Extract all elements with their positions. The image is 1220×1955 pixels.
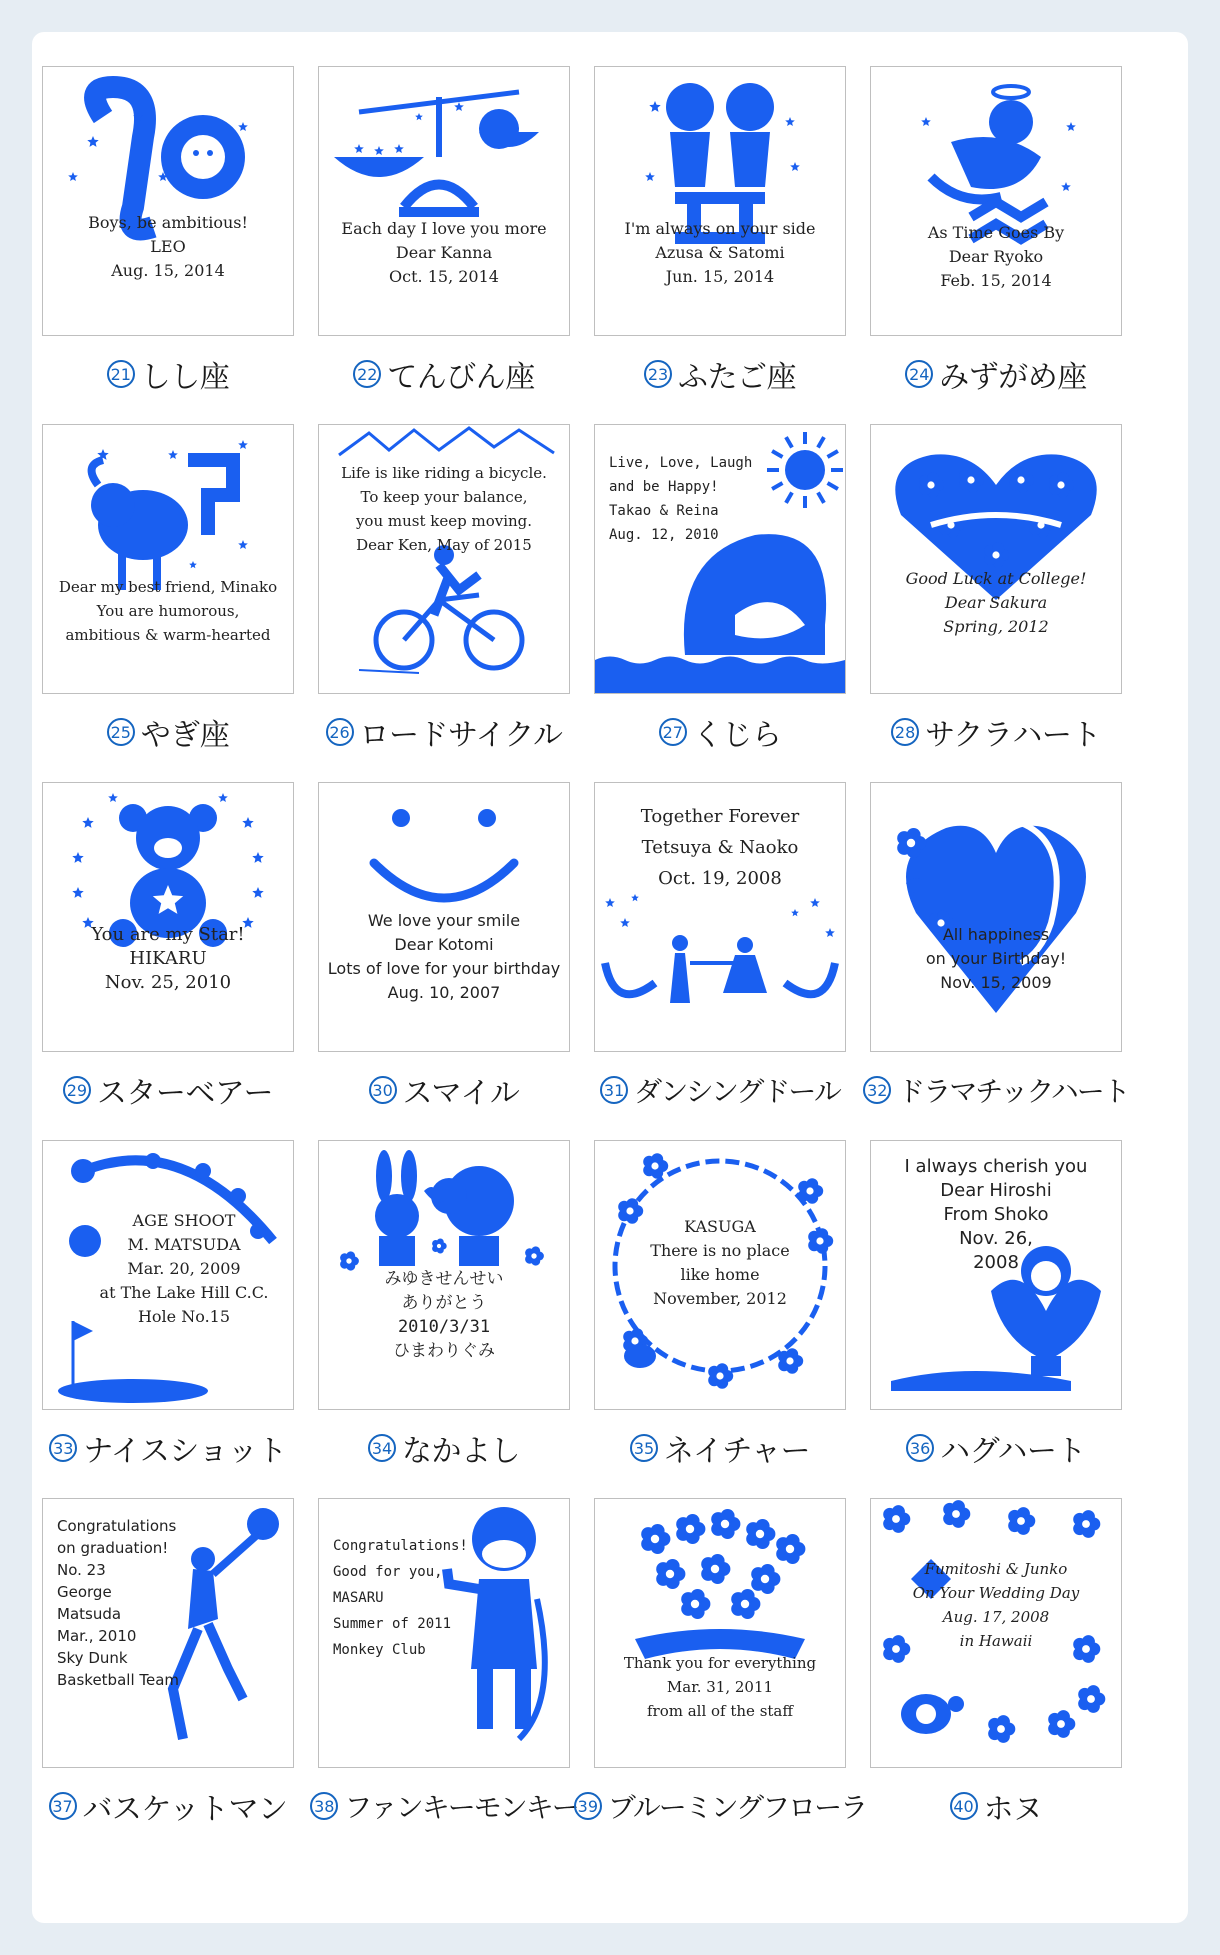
- design-item-30[interactable]: [314, 782, 566, 1140]
- message-line: Jun. 15, 2014: [665, 267, 775, 286]
- item-number-badge: 23: [644, 360, 672, 388]
- engraving-message: [323, 461, 565, 557]
- design-caption[interactable]: [38, 710, 298, 754]
- engraving-message: [599, 1215, 841, 1311]
- design-item-37[interactable]: [38, 1498, 290, 1856]
- aquarius-angel-icon: [871, 67, 1121, 335]
- design-item-25[interactable]: [38, 424, 290, 782]
- design-name: ネイチャー: [664, 1434, 810, 1469]
- design-caption[interactable]: [38, 352, 298, 396]
- design-name: ダンシングドール: [634, 1075, 840, 1108]
- design-name: てんびん座: [387, 360, 535, 395]
- message-line: in Hawaii: [959, 1632, 1033, 1650]
- message-line: Dear Ken, May of 2015: [356, 536, 532, 554]
- design-preview-tile[interactable]: [42, 424, 294, 694]
- engraving-message: [323, 1267, 565, 1363]
- message-line: Feb. 15, 2014: [940, 271, 1052, 290]
- design-name: ふたご座: [678, 360, 796, 395]
- design-preview-tile[interactable]: [594, 782, 846, 1052]
- design-name: スマイル: [402, 1076, 520, 1111]
- message-line: Monkey Club: [333, 1642, 426, 1658]
- message-line: you must keep moving.: [355, 512, 533, 530]
- message-line: like home: [680, 1265, 760, 1284]
- design-preview-tile[interactable]: [870, 1140, 1122, 1410]
- message-line: As Time Goes By: [927, 223, 1065, 242]
- item-number-badge: 31: [600, 1076, 628, 1104]
- design-name: ロードサイクル: [359, 718, 563, 753]
- engraving-message: [609, 451, 841, 547]
- message-line: We love your smile: [367, 911, 521, 930]
- item-number-badge: 24: [905, 360, 933, 388]
- design-item-29[interactable]: [38, 782, 290, 1140]
- design-caption[interactable]: [314, 1068, 574, 1112]
- design-preview-tile[interactable]: [42, 782, 294, 1052]
- engraving-message: [599, 801, 841, 894]
- item-number-badge: 25: [107, 718, 135, 746]
- message-line: Sky Dunk: [57, 1649, 128, 1667]
- design-name: やぎ座: [140, 718, 230, 753]
- design-item-27[interactable]: [590, 424, 842, 782]
- message-line: M. MATSUDA: [127, 1235, 241, 1254]
- message-line: Nov. 26,: [959, 1228, 1033, 1249]
- message-line: Matsuda: [57, 1605, 122, 1623]
- design-preview-tile[interactable]: [42, 66, 294, 336]
- message-line: 2010/3/31: [397, 1317, 491, 1337]
- design-name: しし座: [140, 360, 230, 395]
- sakura-heart-icon: [871, 425, 1121, 693]
- design-name: サクラハート: [925, 718, 1101, 753]
- item-number-badge: 27: [659, 718, 687, 746]
- lion-leo-icon: [43, 67, 293, 335]
- design-caption[interactable]: [314, 710, 574, 754]
- design-caption[interactable]: [866, 352, 1126, 396]
- design-preview-tile[interactable]: [42, 1498, 294, 1768]
- engraving-message: [875, 1557, 1117, 1653]
- design-preview-tile[interactable]: [870, 424, 1122, 694]
- message-line: Congratulations: [57, 1517, 177, 1535]
- message-line: Good for you,: [333, 1564, 443, 1580]
- message-line: I always cherish you: [904, 1156, 1088, 1177]
- design-item-31[interactable]: [590, 782, 842, 1140]
- design-caption[interactable]: [590, 1068, 850, 1112]
- design-item-28[interactable]: [866, 424, 1118, 782]
- item-number-badge: 22: [353, 360, 381, 388]
- design-preview-tile[interactable]: [594, 1498, 846, 1768]
- item-number-badge: 39: [574, 1792, 602, 1820]
- design-caption[interactable]: [38, 1784, 298, 1828]
- message-line: Dear Sakura: [944, 593, 1048, 612]
- design-item-24[interactable]: [866, 66, 1118, 424]
- design-preview-tile[interactable]: [318, 424, 570, 694]
- design-caption[interactable]: [866, 710, 1126, 754]
- message-line: みゆきせんせい: [384, 1269, 504, 1289]
- message-line: November, 2012: [653, 1289, 787, 1308]
- message-line: Oct. 19, 2008: [658, 868, 782, 889]
- message-line: Dear Ryoko: [948, 247, 1044, 266]
- design-item-39[interactable]: [577, 1498, 867, 1856]
- design-name: みずがめ座: [939, 360, 1087, 395]
- message-line: Tetsuya & Naoko: [641, 837, 799, 858]
- design-name: なかよし: [402, 1434, 520, 1469]
- item-number-badge: 26: [326, 718, 354, 746]
- design-preview-tile[interactable]: [594, 424, 846, 694]
- design-preview-tile[interactable]: [870, 66, 1122, 336]
- design-name: ファンキーモンキー: [344, 1791, 578, 1824]
- message-line: Oct. 15, 2014: [389, 267, 499, 286]
- message-line: Mar. 20, 2009: [127, 1259, 241, 1278]
- message-line: All happiness: [942, 925, 1050, 944]
- message-line: Aug. 12, 2010: [609, 527, 719, 543]
- design-item-40[interactable]: [866, 1498, 1118, 1856]
- message-line: From Shoko: [943, 1204, 1049, 1225]
- message-line: Nov. 15, 2009: [940, 973, 1052, 992]
- engraving-message: [47, 211, 289, 283]
- design-caption[interactable]: [590, 710, 850, 754]
- message-line: Aug. 15, 2014: [111, 261, 225, 280]
- star-bear-icon: [43, 783, 293, 1051]
- design-name: くじら: [692, 718, 782, 753]
- design-name: ブルーミングフローラ: [607, 1791, 867, 1824]
- design-caption[interactable]: [866, 1068, 1129, 1112]
- engraving-message: [599, 1651, 841, 1723]
- design-item-22[interactable]: [314, 66, 566, 424]
- message-line: Aug. 10, 2007: [387, 983, 501, 1002]
- message-line: at The Lake Hill C.C.: [99, 1283, 269, 1302]
- design-preview-tile[interactable]: [870, 782, 1122, 1052]
- design-name: スターベアー: [96, 1076, 274, 1111]
- message-line: Lots of love for your birthday: [327, 959, 561, 978]
- engraving-message: [57, 1515, 289, 1691]
- engraving-message: [333, 1533, 565, 1663]
- blooming-flora-icon: [595, 1499, 845, 1767]
- message-line: Hole No.15: [137, 1307, 231, 1326]
- message-line: Basketball Team: [57, 1671, 180, 1689]
- message-line: No. 23: [57, 1561, 106, 1579]
- message-line: and be Happy!: [609, 479, 719, 495]
- dramatic-heart-icon: [871, 783, 1121, 1051]
- design-caption[interactable]: [314, 1784, 578, 1828]
- design-item-36[interactable]: [866, 1140, 1118, 1498]
- design-caption[interactable]: [590, 352, 850, 396]
- capricorn-goat-icon: [43, 425, 293, 693]
- message-line: Thank you for everything: [623, 1654, 817, 1672]
- message-line: Dear Kanna: [395, 243, 493, 262]
- message-line: LEO: [150, 237, 186, 256]
- design-item-23[interactable]: [590, 66, 842, 424]
- design-caption[interactable]: [866, 1426, 1126, 1470]
- item-number-badge: 33: [49, 1434, 77, 1462]
- engraving-message: [323, 909, 565, 1005]
- message-line: Dear my best friend, Minako: [58, 578, 278, 596]
- message-line: Each day I love you more: [341, 219, 547, 238]
- message-line: Azusa & Satomi: [655, 243, 785, 262]
- message-line: ありがとう: [401, 1293, 487, 1313]
- engraving-message: [599, 217, 841, 289]
- item-number-badge: 21: [107, 360, 135, 388]
- design-name: バスケットマン: [82, 1792, 288, 1827]
- message-line: Dear Hiroshi: [940, 1180, 1052, 1201]
- message-line: ambitious & warm-hearted: [65, 626, 271, 644]
- message-line: Congratulations!: [333, 1538, 468, 1554]
- message-line: On Your Wedding Day: [912, 1584, 1080, 1602]
- item-number-badge: 35: [630, 1434, 658, 1462]
- item-number-badge: 32: [863, 1076, 891, 1104]
- message-line: Aug. 17, 2008: [942, 1608, 1050, 1626]
- item-number-badge: 40: [950, 1792, 978, 1820]
- item-number-badge: 29: [63, 1076, 91, 1104]
- design-item-21[interactable]: [38, 66, 290, 424]
- design-name: ハグハート: [940, 1434, 1086, 1469]
- item-number-badge: 30: [369, 1076, 397, 1104]
- message-line: I'm always on your side: [624, 219, 816, 238]
- message-line: AGE SHOOT: [132, 1211, 236, 1230]
- design-item-33[interactable]: [38, 1140, 290, 1498]
- engraving-message: [875, 1155, 1117, 1275]
- design-name: ナイスショット: [83, 1434, 287, 1469]
- design-preview-tile[interactable]: [594, 66, 846, 336]
- design-preview-tile[interactable]: [318, 782, 570, 1052]
- design-preview-tile[interactable]: [42, 1140, 294, 1410]
- message-line: Summer of 2011: [333, 1616, 452, 1632]
- design-item-34[interactable]: [314, 1140, 566, 1498]
- design-caption[interactable]: [314, 352, 574, 396]
- message-line: You are humorous,: [96, 602, 240, 620]
- message-line: Spring, 2012: [943, 617, 1049, 636]
- message-line: on graduation!: [57, 1539, 169, 1557]
- design-preview-tile[interactable]: [594, 1140, 846, 1410]
- engraving-message: [79, 1209, 289, 1329]
- engraving-message: [875, 221, 1117, 293]
- message-line: Fumitoshi & Junko: [924, 1560, 1068, 1578]
- design-name: ドラマチックハート: [897, 1075, 1129, 1108]
- message-line: Together Forever: [640, 806, 800, 827]
- message-line: George: [57, 1583, 112, 1601]
- message-line: Mar. 31, 2011: [666, 1678, 774, 1696]
- engraving-message: [323, 217, 565, 289]
- gemini-twins-icon: [595, 67, 845, 335]
- message-line: Boys, be ambitious!: [88, 213, 248, 232]
- design-preview-tile[interactable]: [318, 1498, 570, 1768]
- design-caption[interactable]: [590, 1426, 850, 1470]
- design-preview-tile[interactable]: [318, 1140, 570, 1410]
- message-line: Live, Love, Laugh: [609, 455, 753, 471]
- message-line: KASUGA: [684, 1217, 756, 1236]
- message-line: MASARU: [333, 1590, 384, 1606]
- design-caption[interactable]: [38, 1068, 298, 1112]
- design-item-35[interactable]: [590, 1140, 842, 1498]
- message-line: HIKARU: [129, 948, 207, 969]
- design-preview-tile[interactable]: [318, 66, 570, 336]
- design-item-32[interactable]: [866, 782, 1129, 1140]
- message-line: Life is like riding a bicycle.: [341, 464, 547, 482]
- message-line: ひまわりぐみ: [393, 1341, 495, 1361]
- item-number-badge: 36: [906, 1434, 934, 1462]
- design-item-38[interactable]: [314, 1498, 578, 1856]
- design-caption[interactable]: [38, 1426, 298, 1470]
- message-line: from all of the staff: [646, 1702, 794, 1720]
- message-line: Good Luck at College!: [905, 569, 1087, 588]
- libra-scales-icon: [319, 67, 569, 335]
- item-number-badge: 34: [368, 1434, 396, 1462]
- message-line: Nov. 25, 2010: [104, 972, 232, 993]
- design-caption[interactable]: [866, 1784, 1126, 1828]
- message-line: You are my Star!: [91, 924, 245, 945]
- item-number-badge: 37: [49, 1792, 77, 1820]
- message-line: There is no place: [650, 1241, 790, 1260]
- design-caption[interactable]: [577, 1784, 867, 1828]
- message-line: Dear Kotomi: [394, 935, 494, 954]
- message-line: on your Birthday!: [925, 949, 1067, 968]
- design-preview-tile[interactable]: [870, 1498, 1122, 1768]
- engraving-message: [47, 575, 289, 647]
- message-line: 2008: [973, 1252, 1019, 1273]
- design-name: ホヌ: [983, 1792, 1043, 1827]
- message-line: Takao & Reina: [609, 503, 719, 519]
- engraving-message: [47, 923, 289, 995]
- engraving-message: [875, 923, 1117, 995]
- engraving-message: [875, 567, 1117, 639]
- item-number-badge: 38: [310, 1792, 338, 1820]
- design-item-26[interactable]: [314, 424, 566, 782]
- item-number-badge: 28: [891, 718, 919, 746]
- design-grid: [38, 66, 1138, 1856]
- message-line: To keep your balance,: [360, 488, 528, 506]
- design-caption[interactable]: [314, 1426, 574, 1470]
- message-line: Mar., 2010: [57, 1627, 137, 1645]
